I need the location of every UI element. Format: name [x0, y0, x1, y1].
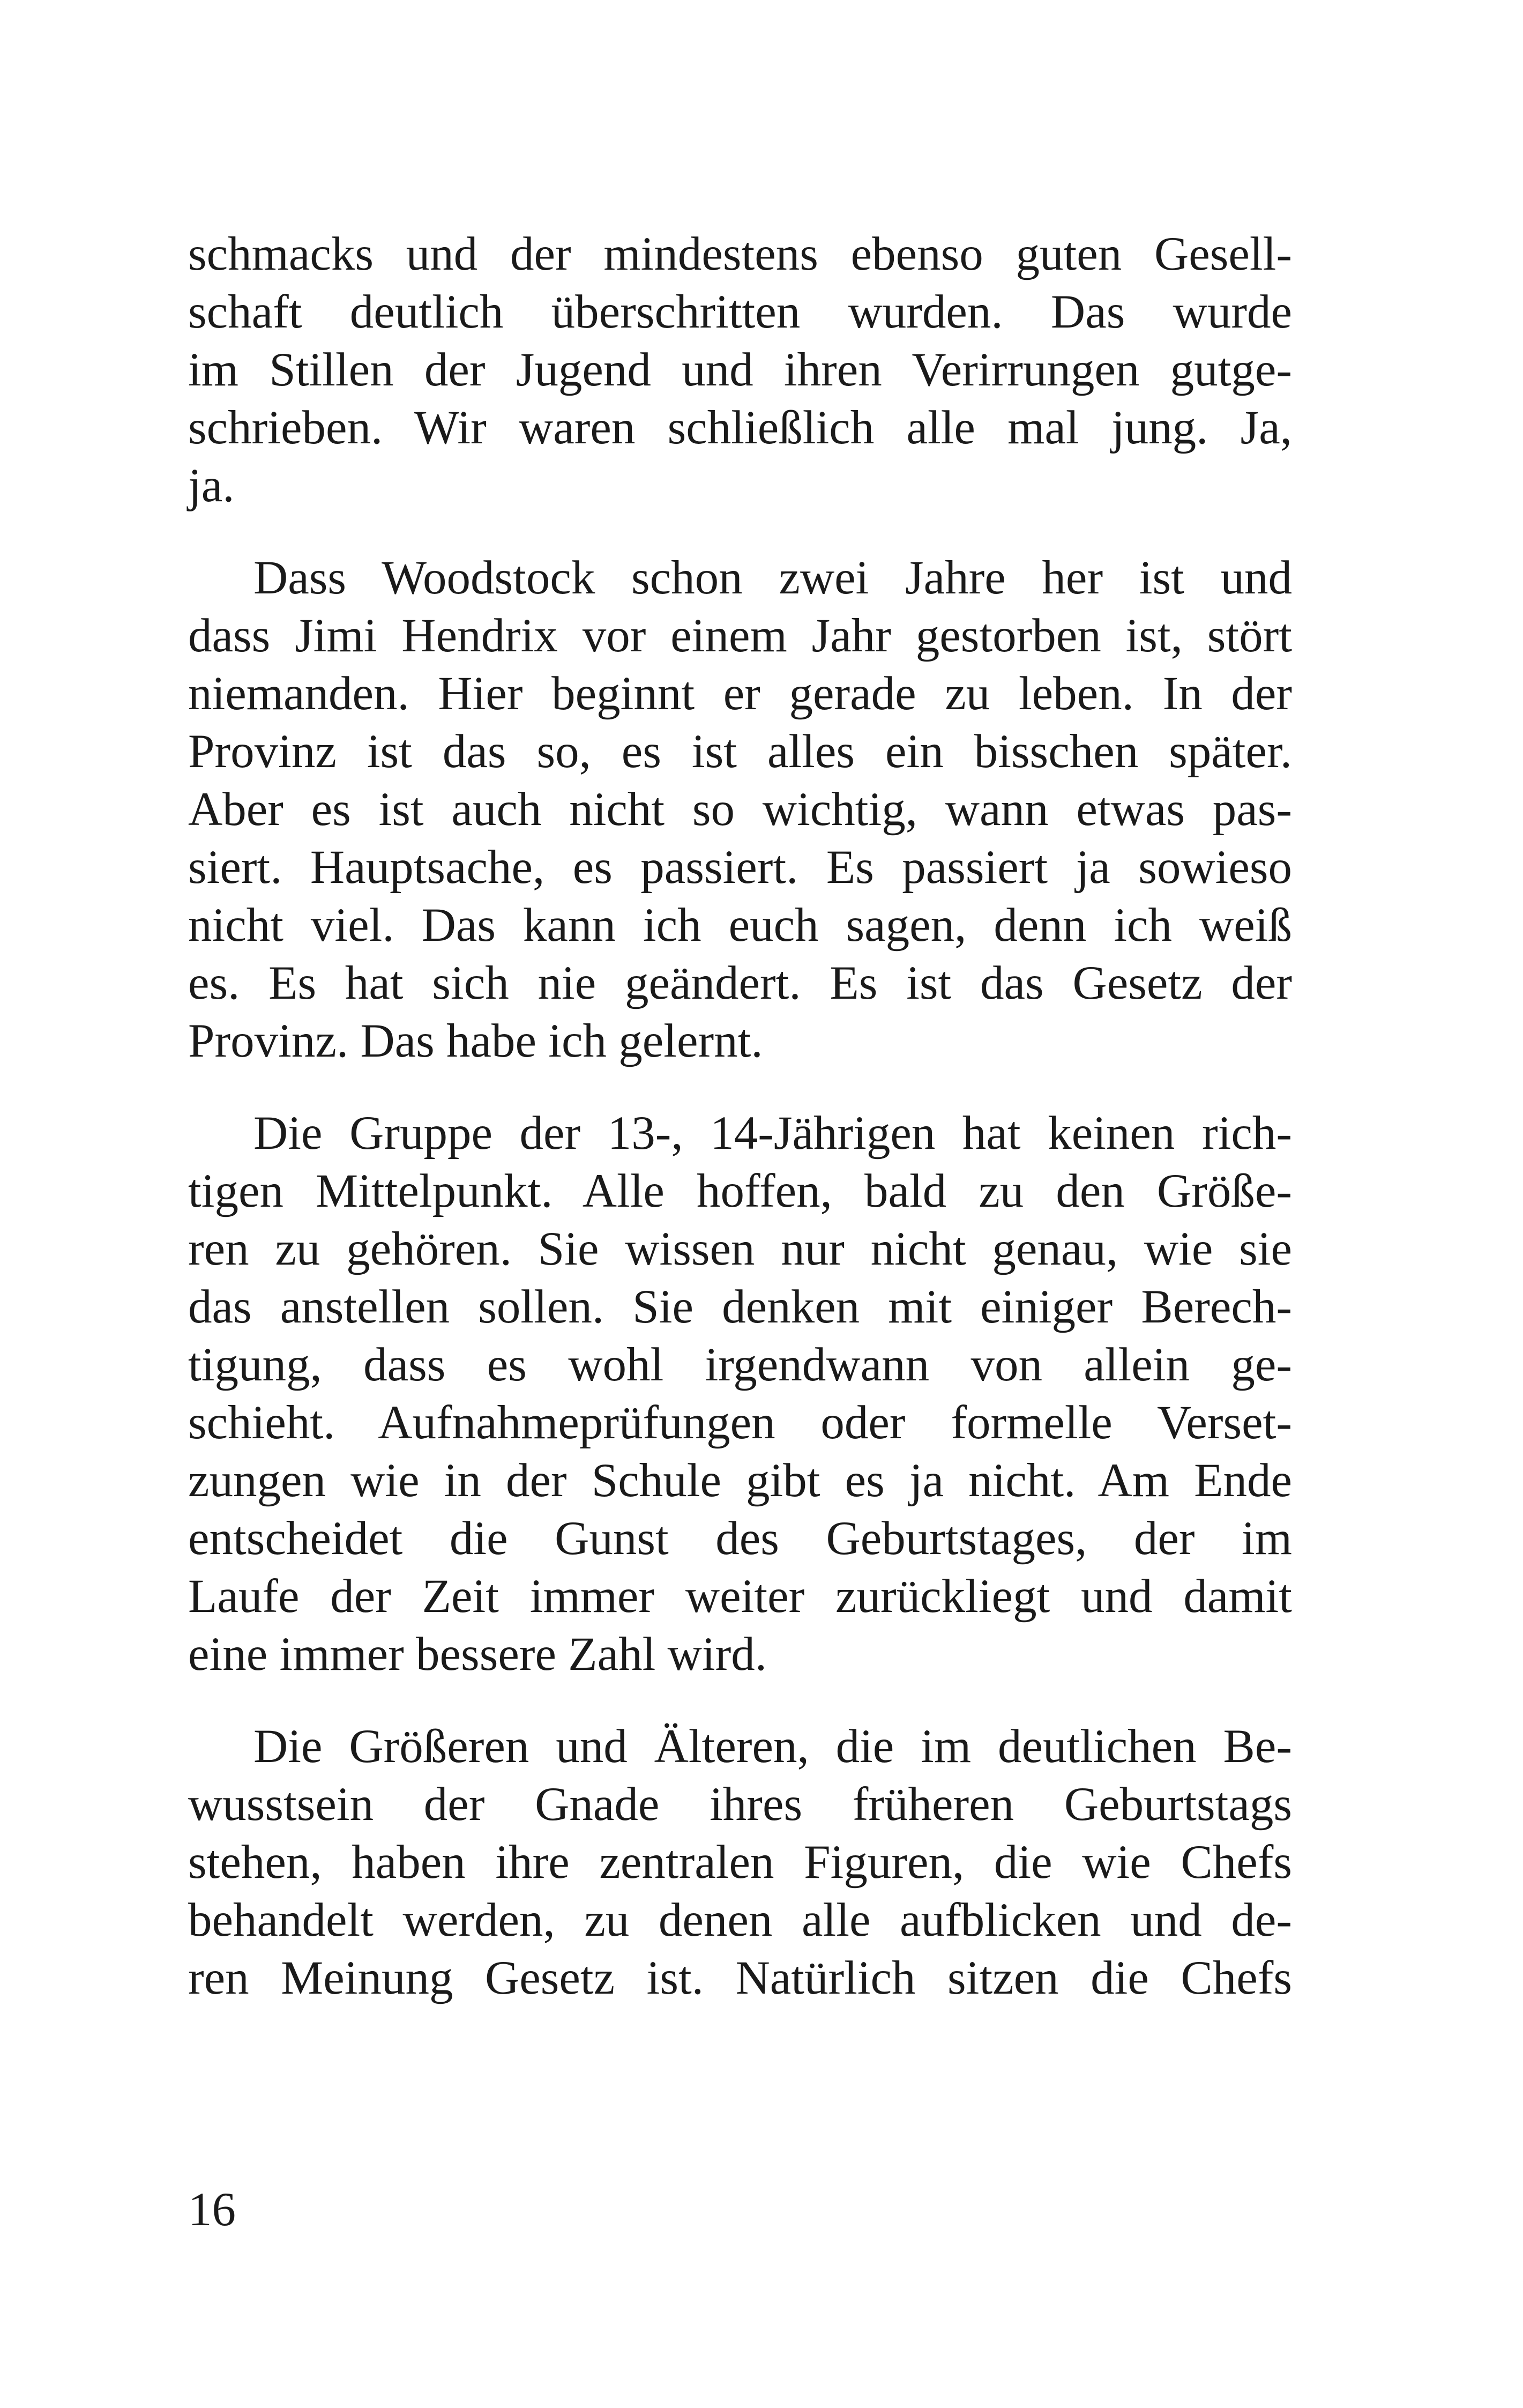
text-line: Provinz. Das habe ich gelernt.: [188, 1015, 763, 1067]
text-line: Die Größeren und Älteren, die im deutlichen Be-: [253, 1720, 1292, 1773]
text-line: schmacks und der mindestens ebenso guten Gesell-: [188, 228, 1292, 280]
paragraph: [188, 549, 1292, 1070]
text-line: das anstellen sollen. Sie denken mit einiger Berech-: [188, 1281, 1292, 1333]
text-line: eine immer bessere Zahl wird.: [188, 1628, 767, 1681]
text-line: ja.: [188, 459, 235, 512]
text-line: Provinz ist das so, es ist alles ein bisschen später.: [188, 725, 1292, 778]
page-number: 16: [188, 2183, 236, 2236]
text-line: ren zu gehören. Sie wissen nur nicht genau, wie sie: [188, 1223, 1292, 1275]
text-line: Laufe der Zeit immer weiter zurückliegt und damit: [188, 1570, 1292, 1623]
body-text: [188, 225, 1292, 2041]
text-line: tigung, dass es wohl irgendwann von allein ge-: [188, 1339, 1292, 1391]
text-line: schieht. Aufnahmeprüfungen oder formelle Verset-: [188, 1396, 1292, 1449]
text-line: es. Es hat sich nie geändert. Es ist das Gesetz der: [188, 957, 1292, 1009]
text-line: schaft deutlich überschritten wurden. Das wurde: [188, 286, 1292, 338]
text-line: Die Gruppe der 13-, 14-Jährigen hat keinen rich-: [253, 1107, 1292, 1160]
text-line: niemanden. Hier beginnt er gerade zu leben. In der: [188, 667, 1292, 720]
text-line: siert. Hauptsache, es passiert. Es passiert ja sowieso: [188, 841, 1292, 894]
text-line: im Stillen der Jugend und ihren Verirrungen gutge-: [188, 344, 1292, 396]
text-line: zungen wie in der Schule gibt es ja nicht. Am Ende: [188, 1454, 1292, 1507]
text-line: entscheidet die Gunst des Geburtstages, der im: [188, 1512, 1292, 1565]
text-line: wusstsein der Gnade ihres früheren Geburtstags: [188, 1778, 1292, 1831]
text-line: schrieben. Wir waren schließlich alle mal jung. Ja,: [188, 402, 1292, 454]
text-line: stehen, haben ihre zentralen Figuren, die wie Chefs: [188, 1836, 1292, 1889]
paragraph: [188, 1718, 1292, 2007]
text-line: nicht viel. Das kann ich euch sagen, denn ich weiß: [188, 899, 1292, 952]
paragraph: [188, 1104, 1292, 1683]
text-line: tigen Mittelpunkt. Alle hoffen, bald zu den Größe-: [188, 1165, 1292, 1217]
text-line: dass Jimi Hendrix vor einem Jahr gestorben ist, stört: [188, 610, 1292, 662]
paragraph: [188, 225, 1292, 515]
text-line: Dass Woodstock schon zwei Jahre her ist und: [253, 552, 1292, 604]
text-line: Aber es ist auch nicht so wichtig, wann etwas pas-: [188, 783, 1292, 836]
text-line: ren Meinung Gesetz ist. Natürlich sitzen die Chefs: [188, 1952, 1292, 2004]
text-line: behandelt werden, zu denen alle aufblicken und de-: [188, 1894, 1292, 1946]
